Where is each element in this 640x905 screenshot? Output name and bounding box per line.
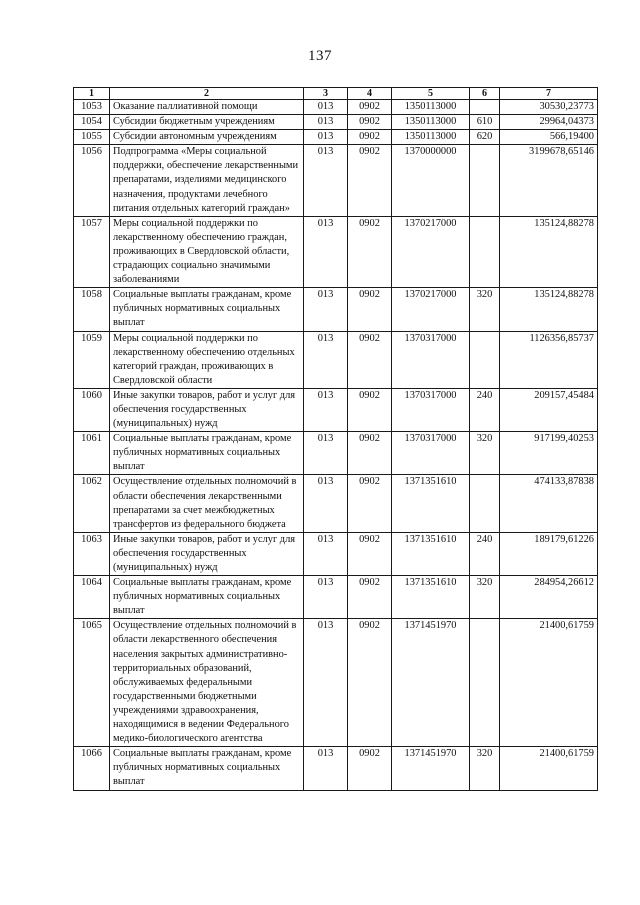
row-number-cell: 1060 (74, 388, 110, 431)
row-number-cell: 1055 (74, 130, 110, 145)
target-code-cell: 1370217000 (392, 288, 470, 331)
table-header-row (74, 88, 598, 100)
admin-code-cell: 013 (304, 619, 348, 747)
table-row (74, 388, 598, 431)
table-row (74, 432, 598, 475)
row-number-cell: 1066 (74, 747, 110, 790)
amount-cell: 189179,61226 (500, 532, 598, 575)
amount-cell: 3199678,65146 (500, 145, 598, 216)
target-code-cell: 1370317000 (392, 432, 470, 475)
admin-code-cell: 013 (304, 145, 348, 216)
item-name-cell: Иные закупки товаров, работ и услуг для обеспечения государственных (муниципальных) нужд (110, 388, 304, 431)
row-number-cell: 1063 (74, 532, 110, 575)
target-code-cell: 1350113000 (392, 100, 470, 115)
table-row (74, 288, 598, 331)
budget-table (73, 87, 598, 791)
expense-kind-cell (470, 331, 500, 388)
item-name-cell: Субсидии бюджетным учреждениям (110, 115, 304, 130)
section-code-cell: 0902 (348, 331, 392, 388)
item-name-cell: Осуществление отдельных полномочий в области лекарственного обеспечения населения закрытых административно-территориальных образований, обслуживаемых федеральными государственными бюджетными учреждениями здравоохранения, находящимися в ведении Федерального медико-биологического агентства (110, 619, 304, 747)
section-code-cell: 0902 (348, 288, 392, 331)
table-row (74, 115, 598, 130)
amount-cell: 284954,26612 (500, 576, 598, 619)
admin-code-cell: 013 (304, 100, 348, 115)
expense-kind-cell (470, 619, 500, 747)
expense-kind-cell (470, 216, 500, 287)
row-number-cell: 1053 (74, 100, 110, 115)
amount-cell: 474133,87838 (500, 475, 598, 532)
expense-kind-cell: 320 (470, 576, 500, 619)
item-name-cell: Меры социальной поддержки по лекарственному обеспечению отдельных категорий граждан, проживающих в Свердловской области (110, 331, 304, 388)
page-number: 137 (308, 48, 332, 64)
header-cell: 7 (500, 88, 598, 100)
amount-cell: 30530,23773 (500, 100, 598, 115)
item-name-cell: Меры социальной поддержки по лекарственному обеспечению граждан, проживающих в Свердловской области, страдающих социально значимыми заболеваниями (110, 216, 304, 287)
target-code-cell: 1370000000 (392, 145, 470, 216)
row-number-cell: 1062 (74, 475, 110, 532)
target-code-cell: 1371351610 (392, 532, 470, 575)
target-code-cell: 1370317000 (392, 331, 470, 388)
admin-code-cell: 013 (304, 747, 348, 790)
admin-code-cell: 013 (304, 532, 348, 575)
table-body (74, 100, 598, 791)
table-row (74, 100, 598, 115)
amount-cell: 917199,40253 (500, 432, 598, 475)
expense-kind-cell: 610 (470, 115, 500, 130)
expense-kind-cell: 320 (470, 288, 500, 331)
table-row (74, 747, 598, 790)
expense-kind-cell: 240 (470, 388, 500, 431)
item-name-cell: Социальные выплаты гражданам, кроме публичных нормативных социальных выплат (110, 576, 304, 619)
row-number-cell: 1061 (74, 432, 110, 475)
section-code-cell: 0902 (348, 130, 392, 145)
row-number-cell: 1064 (74, 576, 110, 619)
section-code-cell: 0902 (348, 532, 392, 575)
target-code-cell: 1370217000 (392, 216, 470, 287)
admin-code-cell: 013 (304, 331, 348, 388)
row-number-cell: 1065 (74, 619, 110, 747)
expense-kind-cell: 320 (470, 432, 500, 475)
item-name-cell: Субсидии автономным учреждениям (110, 130, 304, 145)
target-code-cell: 1371351610 (392, 475, 470, 532)
expense-kind-cell: 620 (470, 130, 500, 145)
item-name-cell: Социальные выплаты гражданам, кроме публичных нормативных социальных выплат (110, 747, 304, 790)
table-row (74, 532, 598, 575)
item-name-cell: Подпрограмма «Меры социальной поддержки, обеспечение лекарственными препаратами, изделиями медицинского назначения, продуктами лечебного питания отдельных категорий граждан» (110, 145, 304, 216)
admin-code-cell: 013 (304, 475, 348, 532)
row-number-cell: 1059 (74, 331, 110, 388)
admin-code-cell: 013 (304, 216, 348, 287)
amount-cell: 21400,61759 (500, 747, 598, 790)
section-code-cell: 0902 (348, 145, 392, 216)
target-code-cell: 1371451970 (392, 747, 470, 790)
table-row (74, 145, 598, 216)
section-code-cell: 0902 (348, 747, 392, 790)
item-name-cell: Оказание паллиативной помощи (110, 100, 304, 115)
header-cell: 5 (392, 88, 470, 100)
item-name-cell: Социальные выплаты гражданам, кроме публичных нормативных социальных выплат (110, 432, 304, 475)
section-code-cell: 0902 (348, 100, 392, 115)
admin-code-cell: 013 (304, 576, 348, 619)
amount-cell: 1126356,85737 (500, 331, 598, 388)
table-row (74, 130, 598, 145)
table-row (74, 576, 598, 619)
target-code-cell: 1350113000 (392, 115, 470, 130)
target-code-cell: 1370317000 (392, 388, 470, 431)
admin-code-cell: 013 (304, 388, 348, 431)
amount-cell: 135124,88278 (500, 288, 598, 331)
section-code-cell: 0902 (348, 619, 392, 747)
table-row (74, 216, 598, 287)
expense-kind-cell (470, 100, 500, 115)
header-cell: 6 (470, 88, 500, 100)
row-number-cell: 1057 (74, 216, 110, 287)
header-cell: 4 (348, 88, 392, 100)
item-name-cell: Социальные выплаты гражданам, кроме публичных нормативных социальных выплат (110, 288, 304, 331)
amount-cell: 135124,88278 (500, 216, 598, 287)
row-number-cell: 1054 (74, 115, 110, 130)
target-code-cell: 1350113000 (392, 130, 470, 145)
section-code-cell: 0902 (348, 576, 392, 619)
expense-kind-cell (470, 145, 500, 216)
table-row (74, 619, 598, 747)
amount-cell: 29964,04373 (500, 115, 598, 130)
item-name-cell: Иные закупки товаров, работ и услуг для обеспечения государственных (муниципальных) нужд (110, 532, 304, 575)
table-row (74, 475, 598, 532)
admin-code-cell: 013 (304, 115, 348, 130)
row-number-cell: 1056 (74, 145, 110, 216)
expense-kind-cell (470, 475, 500, 532)
amount-cell: 209157,45484 (500, 388, 598, 431)
admin-code-cell: 013 (304, 288, 348, 331)
header-cell: 3 (304, 88, 348, 100)
table-row (74, 331, 598, 388)
section-code-cell: 0902 (348, 475, 392, 532)
admin-code-cell: 013 (304, 432, 348, 475)
section-code-cell: 0902 (348, 216, 392, 287)
header-cell: 1 (74, 88, 110, 100)
amount-cell: 566,19400 (500, 130, 598, 145)
item-name-cell: Осуществление отдельных полномочий в области обеспечения лекарственными препаратами за счет межбюджетных трансфертов из федерального бюджета (110, 475, 304, 532)
expense-kind-cell: 240 (470, 532, 500, 575)
section-code-cell: 0902 (348, 115, 392, 130)
amount-cell: 21400,61759 (500, 619, 598, 747)
target-code-cell: 1371451970 (392, 619, 470, 747)
target-code-cell: 1371351610 (392, 576, 470, 619)
expense-kind-cell: 320 (470, 747, 500, 790)
admin-code-cell: 013 (304, 130, 348, 145)
section-code-cell: 0902 (348, 432, 392, 475)
header-cell: 2 (110, 88, 304, 100)
section-code-cell: 0902 (348, 388, 392, 431)
row-number-cell: 1058 (74, 288, 110, 331)
